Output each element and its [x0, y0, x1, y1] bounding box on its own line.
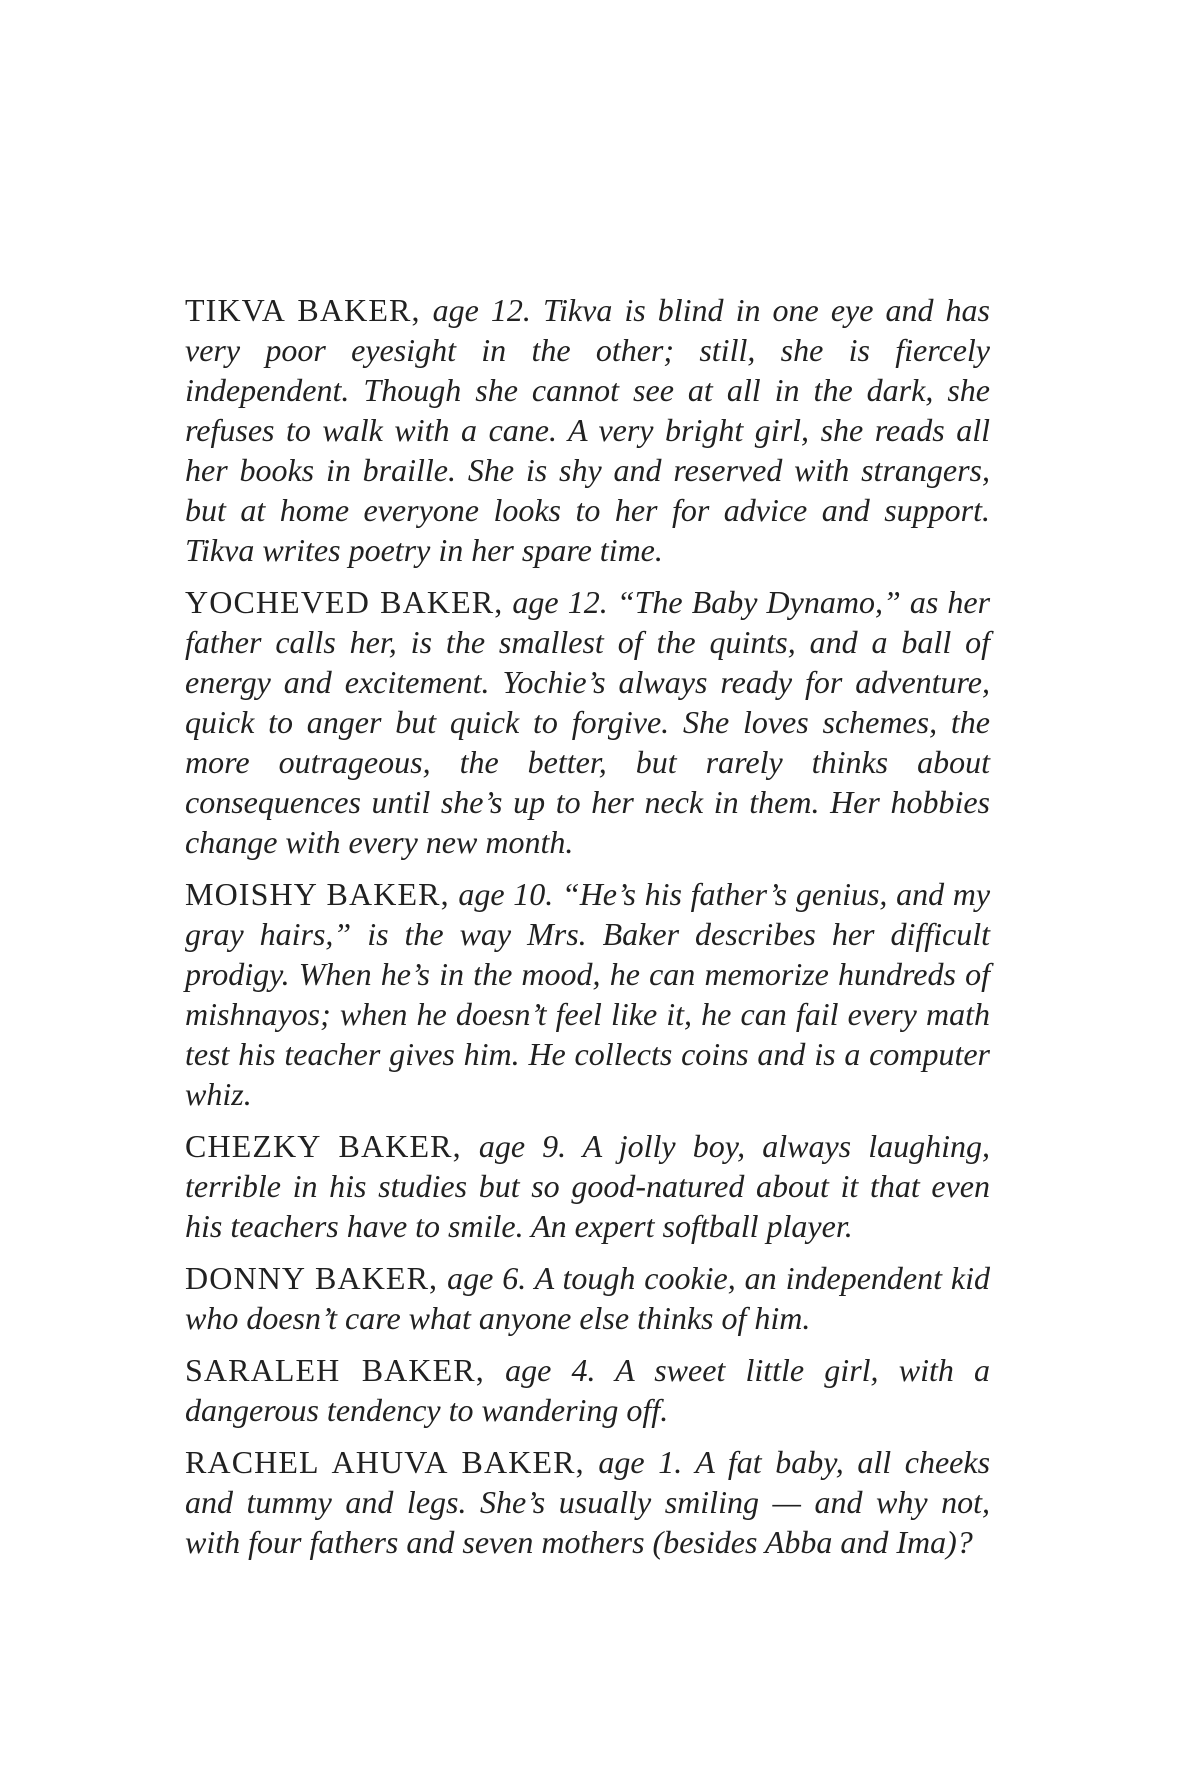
character-entry [185, 1258, 990, 1338]
character-name: SARALEH BAKER, [185, 1352, 485, 1388]
character-name: CHEZKY BAKER, [185, 1128, 462, 1164]
character-name: MOISHY BAKER, [185, 876, 450, 912]
character-list [185, 290, 990, 1574]
character-age: age 12. [432, 292, 531, 328]
character-name: TIKVA BAKER, [185, 292, 421, 328]
character-entry [185, 874, 990, 1114]
character-age: age 6. [447, 1260, 527, 1296]
character-age: age 9. [478, 1128, 567, 1164]
character-description: A tough cookie, an independent kid who doesn’t care what anyone else thinks of him. [185, 1260, 990, 1336]
character-entry [185, 290, 990, 570]
character-name: DONNY BAKER, [185, 1260, 439, 1296]
character-entry [185, 1442, 990, 1562]
character-age: age 12. [512, 584, 608, 620]
character-description: “The Baby Dynamo,” as her father calls her, is the smallest of the quints, and a ball of energy and excitement. Yochie’s always ready for adventure, quick to anger but quick to forgive. She loves schemes, the more outrageous, the better, but rarely thinks about consequences until she’s up to her neck in them. Her hobbies change with every new month. [185, 584, 991, 860]
character-description: Tikva is blind in one eye and has very poor eyesight in the other; still, she is fiercely independent. Though she cannot see at all in the dark, she refuses to walk with a cane. A very bright girl, she reads all her books in braille. She is shy and reserved with strangers, but at home everyone looks to her for advice and support. Tikva writes poetry in her spare time. [185, 292, 991, 568]
character-age: age 10. [458, 876, 554, 912]
character-description: A jolly boy, always laughing, terrible in his studies but so good-natured about it that even his teachers have to smile. An expert softball player. [185, 1128, 991, 1244]
character-name: RACHEL AHUVA BAKER, [185, 1444, 585, 1480]
character-entry [185, 1126, 990, 1246]
character-age: age 1. [598, 1444, 683, 1480]
character-name: YOCHEVED BAKER, [185, 584, 504, 620]
character-entry [185, 1350, 990, 1430]
character-description: A fat baby, all cheeks and tummy and legs. She’s usually smiling — and why not, with four fathers and seven mothers (besides Abba and Ima)? [185, 1444, 991, 1560]
character-description: “He’s his father’s genius, and my gray hairs,” is the way Mrs. Baker describes her difficult prodigy. When he’s in the mood, he can memorize hundreds of mishnayos; when he doesn’t feel like it, he can fail every math test his teacher gives him. He collects coins and is a computer whiz. [185, 876, 991, 1112]
character-description: A sweet little girl, with a dangerous tendency to wandering off. [185, 1352, 991, 1428]
character-age: age 4. [505, 1352, 596, 1388]
character-entry [185, 582, 990, 862]
